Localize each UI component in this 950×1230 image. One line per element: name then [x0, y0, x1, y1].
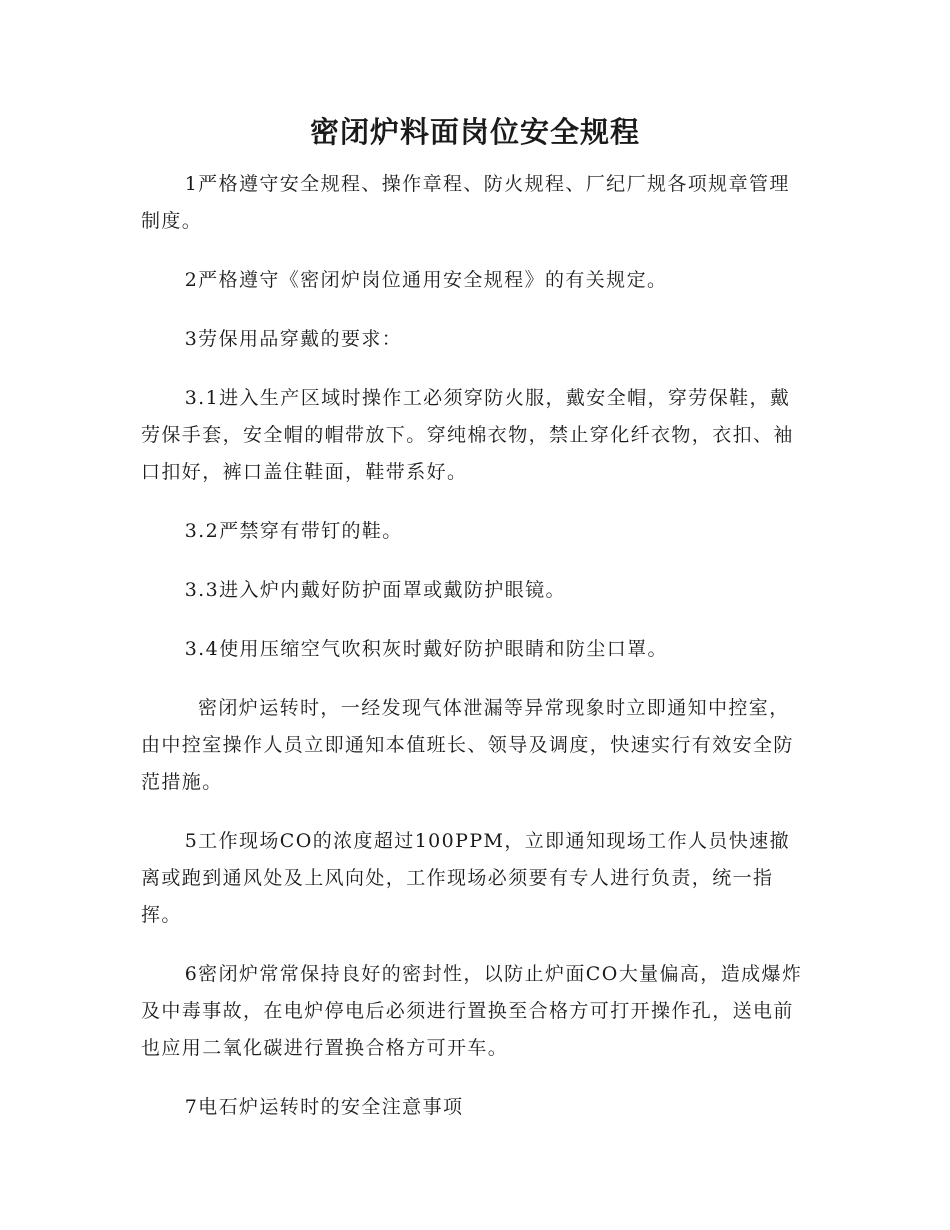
paragraph-3: 3劳保用品穿戴的要求：: [184, 328, 403, 350]
paragraph-3-2: 3.2严禁穿有带钉的鞋。: [184, 520, 403, 542]
paragraph-3-4: 3.4使用压缩空气吹积灰时戴好防护眼睛和防尘口罩。: [184, 638, 668, 660]
paragraph-3-1: 3.1进入生产区域时操作工必须穿防火服，戴安全帽，穿劳保鞋，戴劳保手套，安全帽的帽带放下。穿纯棉衣物，禁止穿化纤衣物，衣扣、袖口扣好，裤口盖住鞋面，鞋带系好。: [141, 387, 794, 483]
paragraph-3-3: 3.3进入炉内戴好防护面罩或戴防护眼镜。: [184, 579, 566, 601]
paragraph-4: 密闭炉运转时，一经发现气体泄漏等异常现象时立即通知中控室，由中控室操作人员立即通知本值班长、领导及调度，快速实行有效安全防范措施。: [141, 697, 794, 793]
document-body: [141, 166, 809, 1148]
paragraph-5: 5工作现场CO的浓度超过100PPM，立即通知现场工作人员快速撤离或跑到通风处及上风向处，工作现场必须要有专人进行负责，统一指挥。: [141, 830, 790, 926]
document-title: 密闭炉料面岗位安全规程: [309, 115, 640, 149]
paragraph-2: 2严格遵守《密闭炉岗位通用安全规程》的有关规定。: [184, 269, 668, 291]
paragraph-1: 1严格遵守安全规程、操作章程、防火规程、厂纪厂规各项规章管理制度。: [141, 173, 790, 232]
paragraph-7: 7电石炉运转时的安全注意事项: [184, 1096, 464, 1118]
paragraph-6: 6密闭炉常常保持良好的密封性，以防止炉面CO大量偏高，造成爆炸及中毒事故，在电炉停电后必须进行置换至合格方可打开操作孔，送电前也应用二氧化碳进行置换合格方可开车。: [141, 963, 803, 1059]
